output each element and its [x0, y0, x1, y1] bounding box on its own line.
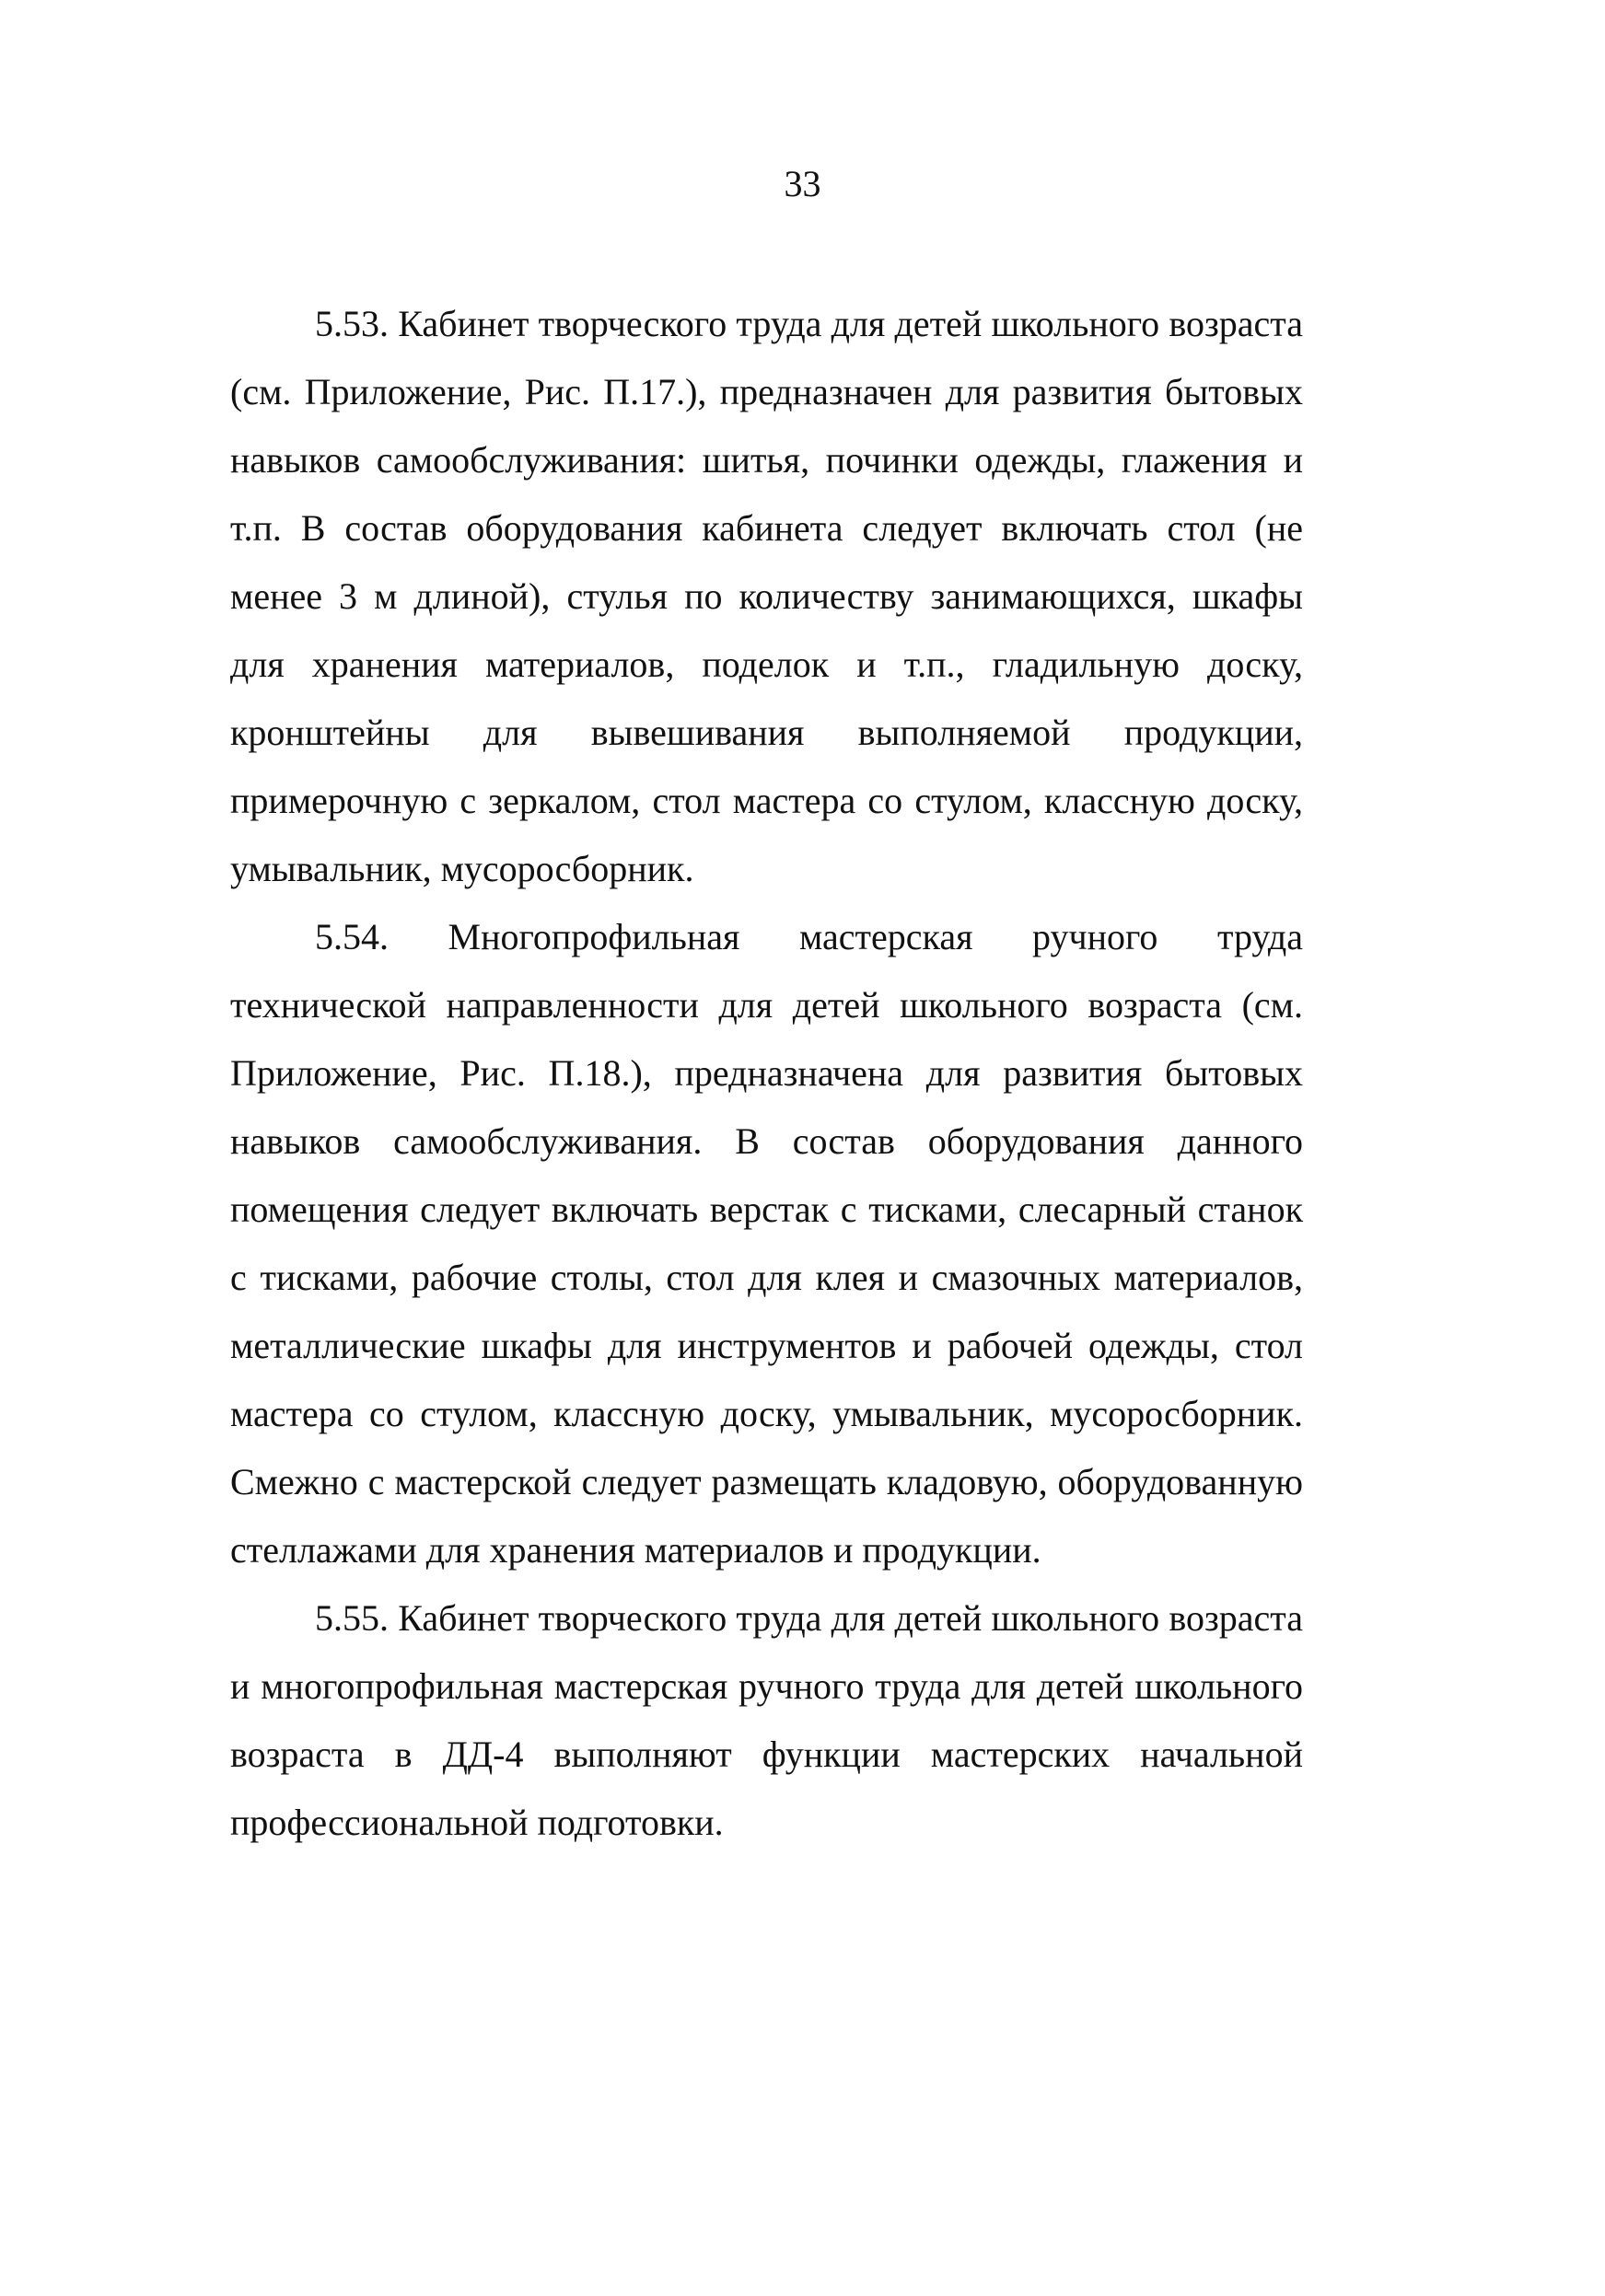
paragraph-5-54: 5.54. Многопрофильная мастерская ручного труда технической направленности для детей школьного возраста (см. Приложение, Рис. П.18.), предназначена для развития бытовых навыков самообслуживания. В состав оборудования данного помещения следует включать верстак с тисками, слесарный станок с тисками, рабочие столы, стол для клея и смазочных материалов, металлические шкафы для инструментов и рабочей одежды, стол мастера со стулом, классную доску, умывальник, мусоросборник. Смежно с мастерской следует размещать кладовую, оборудованную стеллажами для хранения материалов и продукции.: [230, 916, 1303, 1571]
paragraph-5-55: 5.55. Кабинет творческого труда для детей школьного возраста и многопрофильная мастерская ручного труда для детей школьного возраста в ДД-4 выполняют функции мастерских начальной профессиональной подготовки.: [230, 1597, 1303, 1843]
page-number: 33: [784, 163, 821, 204]
document-body: [230, 290, 1303, 1857]
paragraph-5-53: 5.53. Кабинет творческого труда для детей школьного возраста (см. Приложение, Рис. П.17.), предназначен для развития бытовых навыков самообслуживания: шитья, починки одежды, глажения и т.п. В состав оборудования кабинета следует включать стол (не менее 3 м длиной), стулья по количеству занимающихся, шкафы для хранения материалов, поделок и т.п., гладильную доску, кронштейны для вывешивания выполняемой продукции, примерочную с зеркалом, стол мастера со стулом, классную доску, умывальник, мусоросборник.: [230, 303, 1303, 889]
